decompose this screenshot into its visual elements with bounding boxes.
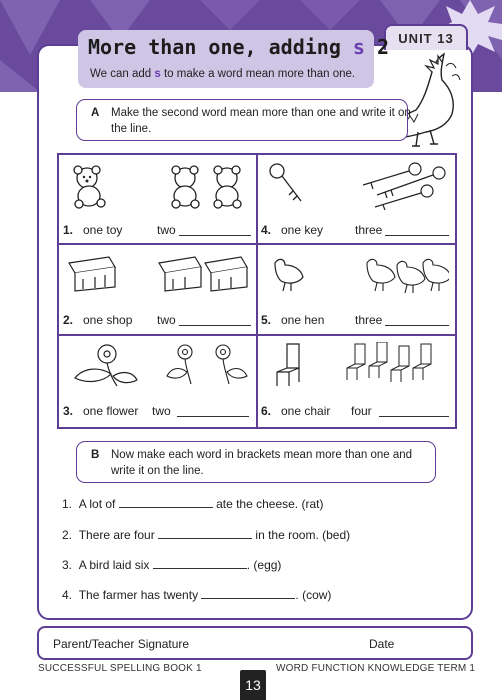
item-prompt: four <box>351 404 372 418</box>
grid-cell <box>257 155 455 245</box>
answer-blank[interactable] <box>153 558 247 569</box>
item-number: 1. <box>63 223 74 237</box>
section-letter: A <box>91 107 100 119</box>
footer-book-title: SUCCESSFUL SPELLING BOOK 1 <box>38 663 202 674</box>
instruction-b <box>76 441 436 483</box>
exercise-grid <box>57 153 457 429</box>
sentence-number: 3. <box>62 558 73 572</box>
title-box <box>78 30 390 88</box>
sentence-end: in the room. (bed) <box>255 528 351 542</box>
sentence-number: 2. <box>62 528 73 542</box>
sentence-end: . (egg) <box>246 558 282 572</box>
item-number: 3. <box>63 404 74 418</box>
sentence-start: A bird laid six <box>78 558 150 572</box>
page-number: 13 <box>240 670 266 700</box>
grid-cell <box>59 245 257 335</box>
item-number: 5. <box>261 313 272 327</box>
item-number: 2. <box>63 313 74 327</box>
flower-icon <box>67 342 251 388</box>
sentence-item <box>62 528 350 542</box>
unit-tab: UNIT 13 <box>384 24 468 50</box>
item-word: one chair <box>281 404 331 418</box>
sentence-item <box>62 558 281 572</box>
sentence-item <box>62 497 323 511</box>
answer-line[interactable] <box>379 416 449 417</box>
grid-cell <box>257 336 455 426</box>
footer-term: WORD FUNCTION KNOWLEDGE TERM 1 <box>276 663 476 674</box>
item-word: one flower <box>83 404 139 418</box>
instruction-a <box>76 99 411 141</box>
answer-blank[interactable] <box>119 497 213 508</box>
sentence-start: A lot of <box>78 497 116 511</box>
sentence-number: 1. <box>62 497 73 511</box>
answer-line[interactable] <box>179 325 251 326</box>
instruction-text: Make the second word mean more than one and write it on the line. <box>111 107 411 135</box>
key-icon <box>267 161 449 211</box>
hen-icon <box>265 253 449 293</box>
item-number: 4. <box>261 223 272 237</box>
signature-bar <box>37 626 473 660</box>
page-title: More than one, adding s 2 <box>88 35 390 59</box>
answer-blank[interactable] <box>201 588 295 599</box>
item-word: one hen <box>281 313 325 327</box>
item-word: one shop <box>83 313 133 327</box>
shop-icon <box>65 251 251 295</box>
item-number: 6. <box>261 404 272 418</box>
item-word: one toy <box>83 223 123 237</box>
sentence-end: ate the cheese. (rat) <box>216 497 324 511</box>
answer-line[interactable] <box>177 416 249 417</box>
grid-cell <box>59 336 257 426</box>
answer-line[interactable] <box>179 235 251 236</box>
chair-icon <box>265 342 449 390</box>
sentence-start: There are four <box>78 528 155 542</box>
item-prompt: two <box>152 404 171 418</box>
page-subtitle: We can add s to make a word mean more than one. <box>90 68 356 80</box>
signature-label: Parent/Teacher Signature <box>53 637 190 651</box>
grid-cell <box>257 245 455 335</box>
answer-blank[interactable] <box>158 528 252 539</box>
item-word: one key <box>281 223 324 237</box>
sentence-end: . (cow) <box>295 588 332 602</box>
item-prompt: two <box>157 223 176 237</box>
instruction-text: Now make each word in brackets mean more than one and write it on the line. <box>111 449 413 477</box>
section-letter: B <box>91 449 100 461</box>
answer-line[interactable] <box>385 235 449 236</box>
grid-cell <box>59 155 257 245</box>
sentence-item <box>62 588 331 602</box>
item-prompt: three <box>355 223 383 237</box>
item-prompt: three <box>355 313 383 327</box>
date-label: Date <box>369 637 395 651</box>
sentence-number: 4. <box>62 588 73 602</box>
item-prompt: two <box>157 313 176 327</box>
answer-line[interactable] <box>385 325 449 326</box>
teddy-bear-icon <box>67 163 249 209</box>
sentence-start: The farmer has twenty <box>78 588 199 602</box>
